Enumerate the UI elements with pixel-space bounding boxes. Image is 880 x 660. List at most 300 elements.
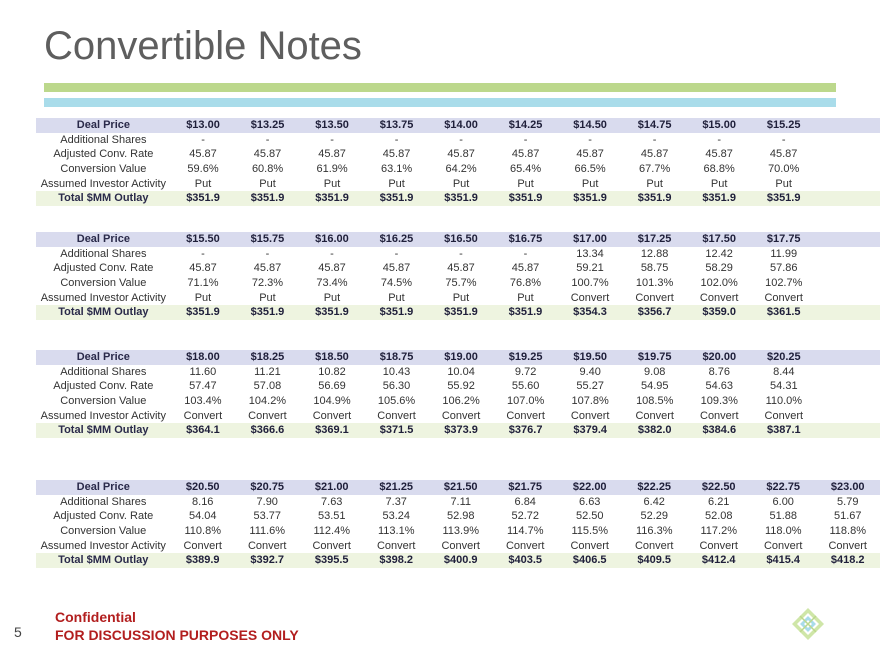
adjusted-conv-rate-row — [36, 147, 880, 162]
table-cell: - — [781, 133, 786, 146]
table-cell: 53.24 — [382, 510, 410, 523]
table-cell: $356.7 — [622, 305, 687, 320]
table-cell: 11.99 — [770, 247, 798, 260]
table-cell: Put — [452, 291, 470, 304]
table-cell: $17.75 — [751, 232, 816, 247]
table-cell: $351.9 — [300, 305, 365, 320]
table-cell: $13.50 — [300, 118, 365, 133]
table-cell: 6.63 — [579, 495, 601, 508]
table-cell: $389.9 — [170, 553, 235, 568]
table-cell: $17.50 — [687, 232, 752, 247]
table-cell: 117.2% — [700, 525, 737, 538]
row-label: Deal Price — [36, 480, 170, 495]
table-cell: - — [394, 133, 399, 146]
page-number: 5 — [14, 624, 22, 640]
table-cell: Convert — [505, 539, 545, 552]
table-cell: Put — [452, 177, 470, 190]
additional-shares-row — [36, 365, 880, 380]
table-cell: $21.00 — [299, 480, 364, 495]
table-cell — [816, 365, 880, 380]
row-label: Total $MM Outlay — [36, 553, 170, 568]
row-label: Additional Shares — [60, 133, 147, 146]
table-cell: $15.75 — [235, 232, 300, 247]
table-cell: Convert — [247, 539, 287, 552]
table-cell: 11.60 — [189, 365, 217, 378]
table-cell: 9.40 — [579, 365, 601, 378]
table-cell: 8.76 — [708, 365, 730, 378]
table-cell: 114.7% — [506, 525, 544, 538]
table-cell: $351.9 — [300, 191, 365, 206]
table-cell: $412.4 — [686, 553, 751, 568]
table-cell: $15.50 — [171, 232, 236, 247]
table-cell — [816, 247, 880, 262]
table-cell: - — [265, 247, 270, 260]
table-cell: 8.44 — [773, 365, 795, 378]
total-outlay-row — [36, 553, 880, 568]
table-cell — [816, 261, 880, 276]
table-cell: $398.2 — [364, 553, 429, 568]
row-label: Deal Price — [36, 350, 171, 365]
table-cell: $369.1 — [300, 423, 365, 438]
table-cell: Convert — [312, 409, 352, 422]
table-cell: $371.5 — [364, 423, 429, 438]
table-cell: Convert — [764, 291, 803, 304]
investor-activity-row — [36, 290, 880, 305]
table-cell: $351.9 — [558, 191, 623, 206]
table-cell: Convert — [570, 409, 610, 422]
table-cell: - — [523, 133, 528, 146]
table-cell — [816, 350, 880, 365]
table-cell: 118.8% — [829, 525, 866, 538]
table-cell: - — [459, 247, 463, 260]
table-cell: $17.25 — [622, 232, 687, 247]
table-cell: $351.9 — [429, 305, 494, 320]
table-cell: $351.9 — [493, 305, 558, 320]
table-cell — [816, 147, 880, 162]
table-cell: $351.9 — [364, 305, 429, 320]
table-cell: 57.86 — [769, 262, 798, 275]
table-cell: 45.87 — [253, 148, 282, 161]
table-cell: $18.25 — [235, 350, 300, 365]
adjusted-conv-rate-row — [36, 379, 880, 394]
table-cell: 66.5% — [574, 163, 606, 176]
scenario-table-1 — [36, 118, 880, 206]
table-cell: 68.8% — [703, 163, 735, 176]
table-cell: Put — [194, 177, 212, 190]
table-cell: 59.21 — [576, 262, 604, 275]
table-cell: 104.9% — [313, 395, 351, 408]
table-cell: $15.25 — [751, 118, 816, 133]
table-cell: 64.2% — [445, 163, 477, 176]
table-cell: 9.72 — [514, 365, 537, 378]
table-cell: $403.5 — [493, 553, 558, 568]
table-cell: Convert — [699, 539, 738, 552]
table-cell: 104.2% — [248, 395, 287, 408]
row-label: Additional Shares — [60, 495, 147, 508]
table-cell: 51.88 — [769, 510, 797, 523]
table-cell: $20.25 — [752, 350, 817, 365]
scenario-table-2 — [36, 232, 880, 320]
table-cell — [816, 118, 880, 133]
table-cell: 116.3% — [635, 525, 673, 538]
table-cell: $14.00 — [429, 118, 494, 133]
table-cell: Put — [323, 177, 341, 190]
table-cell: 54.31 — [770, 380, 798, 393]
table-cell: Convert — [377, 409, 416, 422]
table-cell: 51.67 — [833, 510, 862, 523]
row-label: Additional Shares — [60, 247, 147, 260]
adjusted-conv-rate-row — [36, 509, 880, 524]
deal-price-row — [36, 350, 880, 365]
table-cell: $351.9 — [364, 191, 429, 206]
table-cell: 106.2% — [442, 395, 480, 408]
table-cell: Convert — [828, 539, 867, 552]
table-cell: $17.00 — [558, 232, 623, 247]
table-cell: Convert — [376, 539, 416, 552]
table-cell: $418.2 — [815, 553, 880, 568]
table-cell: $359.0 — [687, 305, 752, 320]
deal-price-row — [36, 232, 880, 247]
table-cell: $351.9 — [235, 305, 300, 320]
table-cell: 53.51 — [317, 510, 346, 523]
table-cell: 72.3% — [251, 277, 284, 290]
table-cell: $373.9 — [429, 423, 494, 438]
table-cell: $395.5 — [299, 553, 364, 568]
deal-price-row — [36, 480, 880, 495]
table-cell: 65.4% — [510, 163, 542, 176]
row-label: Total $MM Outlay — [36, 423, 171, 438]
table-cell: 10.04 — [447, 365, 475, 378]
table-cell: Convert — [183, 539, 222, 552]
table-cell: $20.75 — [235, 480, 300, 495]
table-cell: 110.8% — [184, 525, 221, 538]
table-cell: 8.16 — [192, 495, 214, 508]
table-cell: 112.4% — [313, 525, 350, 538]
table-cell: 6.84 — [514, 495, 536, 508]
row-label: Assumed Investor Activity — [40, 539, 166, 552]
conversion-value-row — [36, 524, 880, 539]
table-cell: $14.25 — [493, 118, 558, 133]
table-cell: 55.92 — [447, 380, 475, 393]
table-cell: Put — [517, 177, 534, 190]
table-cell: $400.9 — [428, 553, 493, 568]
table-cell: $351.9 — [171, 191, 236, 206]
table-cell: 108.5% — [636, 395, 674, 408]
row-label: Adjusted Conv. Rate — [53, 262, 154, 275]
table-cell: Put — [388, 291, 405, 304]
row-label: Deal Price — [36, 118, 171, 133]
table-cell: $16.75 — [493, 232, 558, 247]
table-cell: $409.5 — [622, 553, 687, 568]
table-cell: Put — [517, 291, 534, 304]
table-cell: $21.75 — [493, 480, 558, 495]
table-cell: 113.1% — [377, 525, 415, 538]
table-cell: Convert — [570, 539, 609, 552]
table-cell: 45.87 — [769, 148, 798, 161]
green-accent-bar — [44, 83, 836, 92]
table-cell: $13.25 — [235, 118, 300, 133]
row-label: Adjusted Conv. Rate — [53, 510, 154, 523]
additional-shares-row — [36, 495, 880, 510]
table-cell: 45.87 — [640, 148, 669, 161]
table-cell: $354.3 — [558, 305, 623, 320]
table-cell: - — [652, 133, 657, 146]
conversion-value-row — [36, 394, 880, 409]
row-label: Total $MM Outlay — [36, 191, 171, 206]
table-cell: 56.69 — [318, 380, 346, 393]
confidential-label: Confidential — [55, 609, 136, 625]
table-cell: - — [717, 133, 721, 146]
footer-notice — [55, 608, 299, 644]
table-cell: $14.50 — [558, 118, 623, 133]
table-cell — [816, 162, 880, 177]
table-cell: - — [330, 133, 334, 146]
total-outlay-row — [36, 305, 880, 320]
table-cell: $16.00 — [300, 232, 365, 247]
table-cell: 110.0% — [765, 395, 803, 408]
table-cell: 58.75 — [640, 262, 669, 275]
table-cell: Convert — [700, 409, 739, 422]
table-cell: $18.00 — [171, 350, 236, 365]
table-cell: 45.87 — [447, 148, 475, 161]
table-cell: $18.50 — [300, 350, 365, 365]
discussion-label: FOR DISCUSSION PURPOSES ONLY — [55, 627, 299, 643]
table-cell: Put — [259, 291, 276, 304]
table-cell: 7.37 — [385, 495, 407, 508]
table-cell: Convert — [763, 539, 803, 552]
table-cell: 59.6% — [187, 163, 219, 176]
table-cell: 52.98 — [446, 510, 475, 523]
table-cell: Convert — [764, 409, 804, 422]
table-cell: 70.0% — [768, 163, 800, 176]
table-cell: 61.9% — [316, 163, 348, 176]
table-cell: $384.6 — [687, 423, 752, 438]
table-cell: $351.9 — [171, 305, 236, 320]
table-cell: 52.08 — [704, 510, 733, 523]
table-cell: $16.25 — [364, 232, 429, 247]
row-label: Conversion Value — [60, 277, 147, 290]
table-cell — [816, 176, 880, 191]
table-cell: 52.72 — [511, 510, 539, 523]
table-cell: Put — [581, 177, 599, 190]
row-label: Conversion Value — [60, 525, 147, 538]
table-cell: 7.63 — [321, 495, 343, 508]
table-cell: 113.9% — [442, 525, 479, 538]
table-cell: 45.87 — [318, 262, 346, 275]
table-cell: $366.6 — [235, 423, 300, 438]
table-cell: 45.87 — [705, 148, 733, 161]
investor-activity-row — [36, 176, 880, 191]
diamond-logo-icon — [790, 606, 826, 642]
table-cell: $21.50 — [428, 480, 493, 495]
table-cell: - — [330, 247, 334, 260]
table-cell: 45.87 — [511, 262, 540, 275]
table-cell: 105.6% — [377, 395, 416, 408]
table-cell: 102.7% — [765, 277, 803, 290]
deal-price-row — [36, 118, 880, 133]
table-cell: 60.8% — [251, 163, 284, 176]
table-cell: $18.75 — [364, 350, 429, 365]
row-label: Additional Shares — [60, 365, 147, 378]
table-cell: 55.60 — [511, 380, 540, 393]
table-cell: Convert — [699, 291, 739, 304]
table-cell: 67.7% — [639, 163, 671, 176]
table-cell: - — [523, 247, 528, 260]
table-cell: $351.9 — [429, 191, 494, 206]
table-cell: Put — [194, 291, 212, 304]
table-cell: 101.3% — [635, 277, 674, 290]
row-label: Conversion Value — [60, 395, 147, 408]
row-label: Adjusted Conv. Rate — [53, 148, 154, 161]
table-cell: 107.8% — [571, 395, 609, 408]
table-cell: Convert — [635, 409, 674, 422]
table-cell: $21.25 — [364, 480, 429, 495]
table-cell: 53.77 — [253, 510, 281, 523]
table-cell: $15.00 — [687, 118, 752, 133]
table-cell — [816, 394, 880, 409]
table-cell: - — [265, 133, 270, 146]
table-cell: 45.87 — [511, 148, 540, 161]
additional-shares-row — [36, 247, 880, 262]
table-cell: - — [201, 247, 205, 260]
table-cell: 74.5% — [380, 277, 413, 290]
table-cell: 57.47 — [189, 380, 217, 393]
table-cell: $20.00 — [687, 350, 752, 365]
table-cell: 45.87 — [189, 262, 217, 275]
table-cell: Convert — [248, 409, 287, 422]
table-cell: 9.08 — [644, 365, 666, 378]
table-cell: 111.6% — [249, 525, 286, 538]
table-cell: - — [394, 247, 399, 260]
table-cell — [816, 423, 880, 438]
table-cell: 102.0% — [700, 277, 738, 290]
table-cell: Convert — [635, 291, 674, 304]
conversion-value-row — [36, 276, 880, 291]
table-cell — [816, 133, 880, 148]
adjusted-conv-rate-row — [36, 261, 880, 276]
table-cell: 45.87 — [447, 262, 475, 275]
table-cell — [816, 276, 880, 291]
table-cell: 11.21 — [254, 365, 281, 378]
table-cell: $19.50 — [558, 350, 623, 365]
table-cell: 6.00 — [772, 495, 794, 508]
table-cell: 7.11 — [450, 495, 472, 508]
table-cell: Put — [259, 177, 276, 190]
table-cell: Put — [775, 177, 792, 190]
total-outlay-row — [36, 423, 880, 438]
table-cell: $13.75 — [364, 118, 429, 133]
table-cell: Convert — [312, 539, 351, 552]
additional-shares-row — [36, 133, 880, 148]
conversion-value-row — [36, 162, 880, 177]
table-cell: Put — [646, 177, 663, 190]
table-cell: $415.4 — [751, 553, 816, 568]
table-cell: $361.5 — [751, 305, 816, 320]
scenario-table-3 — [36, 350, 880, 438]
table-cell: $351.9 — [235, 191, 300, 206]
table-cell: 103.4% — [184, 395, 222, 408]
table-cell: 54.95 — [640, 380, 669, 393]
table-cell: Convert — [441, 409, 481, 422]
table-cell: $14.75 — [622, 118, 687, 133]
table-cell: $19.75 — [622, 350, 687, 365]
table-cell: 45.87 — [382, 148, 411, 161]
table-cell: 71.1% — [187, 277, 219, 290]
table-cell: 63.1% — [380, 163, 413, 176]
table-cell: 45.87 — [318, 148, 346, 161]
table-cell: 45.87 — [253, 262, 282, 275]
table-cell: 56.30 — [382, 380, 411, 393]
table-cell: 12.88 — [640, 247, 669, 260]
blue-accent-bar — [44, 98, 836, 107]
table-cell: Put — [323, 291, 341, 304]
table-cell: 100.7% — [571, 277, 609, 290]
table-cell: $382.0 — [622, 423, 687, 438]
table-cell: 73.4% — [316, 277, 348, 290]
table-cell — [816, 408, 880, 423]
row-label: Conversion Value — [60, 163, 147, 176]
table-cell — [816, 232, 880, 247]
table-cell: $387.1 — [752, 423, 817, 438]
table-cell: - — [201, 133, 205, 146]
row-label: Adjusted Conv. Rate — [53, 380, 154, 393]
row-label: Assumed Investor Activity — [40, 409, 166, 422]
row-label: Assumed Investor Activity — [40, 291, 167, 304]
table-cell: Convert — [634, 539, 674, 552]
table-cell: $392.7 — [235, 553, 300, 568]
table-cell: $16.50 — [429, 232, 494, 247]
table-cell: $19.00 — [429, 350, 494, 365]
table-cell: 52.50 — [575, 510, 604, 523]
table-cell: $406.5 — [557, 553, 622, 568]
table-cell — [816, 379, 880, 394]
table-cell: $351.9 — [493, 191, 558, 206]
table-cell: $13.00 — [171, 118, 236, 133]
investor-activity-row — [36, 408, 880, 423]
table-cell: 54.63 — [705, 380, 734, 393]
table-cell: $351.9 — [687, 191, 752, 206]
table-cell: $22.00 — [557, 480, 622, 495]
table-cell: 45.87 — [189, 148, 217, 161]
table-cell: $23.00 — [815, 480, 880, 495]
row-label: Total $MM Outlay — [36, 305, 171, 320]
page-title: Convertible Notes — [44, 24, 362, 68]
table-cell: $22.75 — [751, 480, 816, 495]
table-cell: 45.87 — [382, 262, 411, 275]
table-cell: $379.4 — [558, 423, 623, 438]
row-label: Assumed Investor Activity — [40, 177, 167, 190]
investor-activity-row — [36, 538, 880, 553]
scenario-table-4 — [36, 480, 880, 568]
table-cell: $22.25 — [622, 480, 687, 495]
table-cell: - — [459, 133, 463, 146]
table-cell: 5.79 — [837, 495, 859, 508]
table-cell: 75.7% — [445, 277, 477, 290]
table-cell: 12.42 — [705, 247, 733, 260]
table-cell: $351.9 — [622, 191, 687, 206]
table-cell — [816, 191, 880, 206]
table-cell — [816, 305, 880, 320]
table-cell: Convert — [441, 539, 480, 552]
row-label: Deal Price — [36, 232, 171, 247]
table-cell: 10.43 — [382, 365, 411, 378]
table-cell: 109.3% — [700, 395, 738, 408]
table-cell: Convert — [506, 409, 545, 422]
table-cell: Convert — [570, 291, 610, 304]
table-cell: 115.5% — [571, 525, 608, 538]
table-cell: Put — [388, 177, 405, 190]
table-cell: 13.34 — [576, 247, 604, 260]
